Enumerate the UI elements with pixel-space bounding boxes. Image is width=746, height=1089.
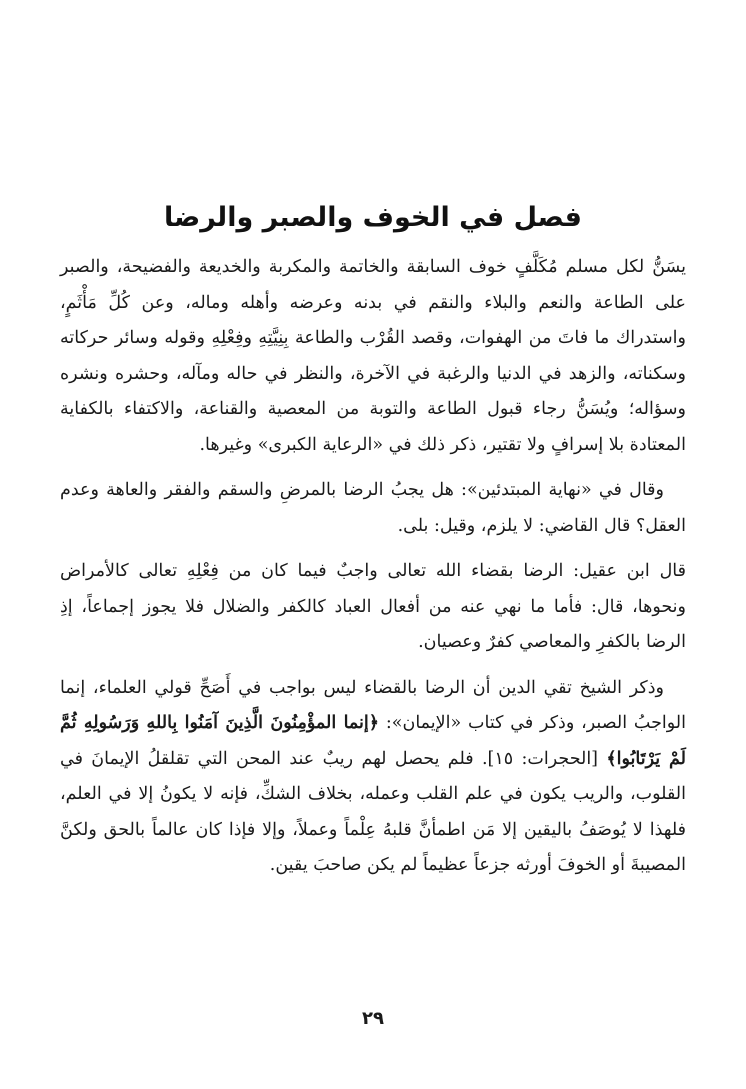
- paragraph-4-rest: [الحجرات: ١٥]. فلم يحصل لهم ريبٌ عند المحن التي تقلقلُ الإيمانَ في القلوب، والريب يكون في علم القلب وعمله، بخلاف الشكِّ، فإنه لا يكونُ إلا في العلم، فلهذا لا يُوصَفُ باليقين إلا مَن اطمأنَّ قلبهُ عِلْماً وعملاً، وإلا فإذا كان عالماً بالحق ولكنَّ المصيبةَ أو الخوفَ أورثه جزعاً عظيماً لم يكن صاحبَ يقين.: [60, 748, 686, 875]
- page-number: ٢٩: [362, 1008, 384, 1029]
- body-text: [60, 250, 686, 894]
- quran-verse: ﴿إنما المؤْمِنُونَ الَّذِينَ آمَنُوا بِاللهِ وَرَسُولِهِ ثُمَّ لَمْ يَرْتَابُوا﴾: [60, 713, 686, 769]
- paragraph-4: [60, 671, 686, 884]
- paragraph-2: وقال في «نهاية المبتدئين»: هل يجبُ الرضا بالمرضِ والسقم والفقر والعاهة وعدم العقل؟ قال القاضي: لا يلزم، وقيل: بلى.: [60, 480, 686, 536]
- section-title: فصل في الخوف والصبر والرضا: [164, 202, 582, 233]
- paragraph-3: قال ابن عقيل: الرضا بقضاء الله تعالى واجبٌ فيما كان من فِعْلِهِ تعالى كالأمراض ونحوها، قال: فأما ما نهي عنه من أفعال العباد كالكفر والضلال فلا يجوز إجماعاً، إذِ الرضا بالكفرِ والمعاصي كفرٌ وعصيان.: [60, 561, 686, 652]
- paragraph-4-intro: وذكر الشيخ تقي الدين أن الرضا بالقضاء ليس بواجب في أَصَحِّ قولي العلماء، إنما الواجبُ الصبر، وذكر في كتاب «الإيمان»:: [60, 677, 686, 733]
- paragraph-1: يسَنُّ لكل مسلم مُكَلَّفٍ خوف السابقة والخاتمة والمكربة والخديعة والفضيحة، والصبر على الطاعة والنعم والبلاء والنقم في بدنه وعرضه وأهله وماله، وعن كُلِّ مَأْثَمٍ، واستدراك ما فاتَ من الهفوات، وقصد القُرْب والطاعة بِنِيَّتِهِ وفِعْلِهِ وقوله وسائر حركاته وسكناته، والزهد في الدنيا والرغبة في الآخرة، والنظر في حاله ومآله، وحشره ونشره وسؤاله؛ ويُسَنُّ رجاء قبول الطاعة والتوبة من المعصية والقناعة، والاكتفاء بالكفاية المعتادة بلا إسرافٍ ولا تقتير، ذكر ذلك في «الرعاية الكبرى» وغيرها.: [60, 257, 686, 455]
